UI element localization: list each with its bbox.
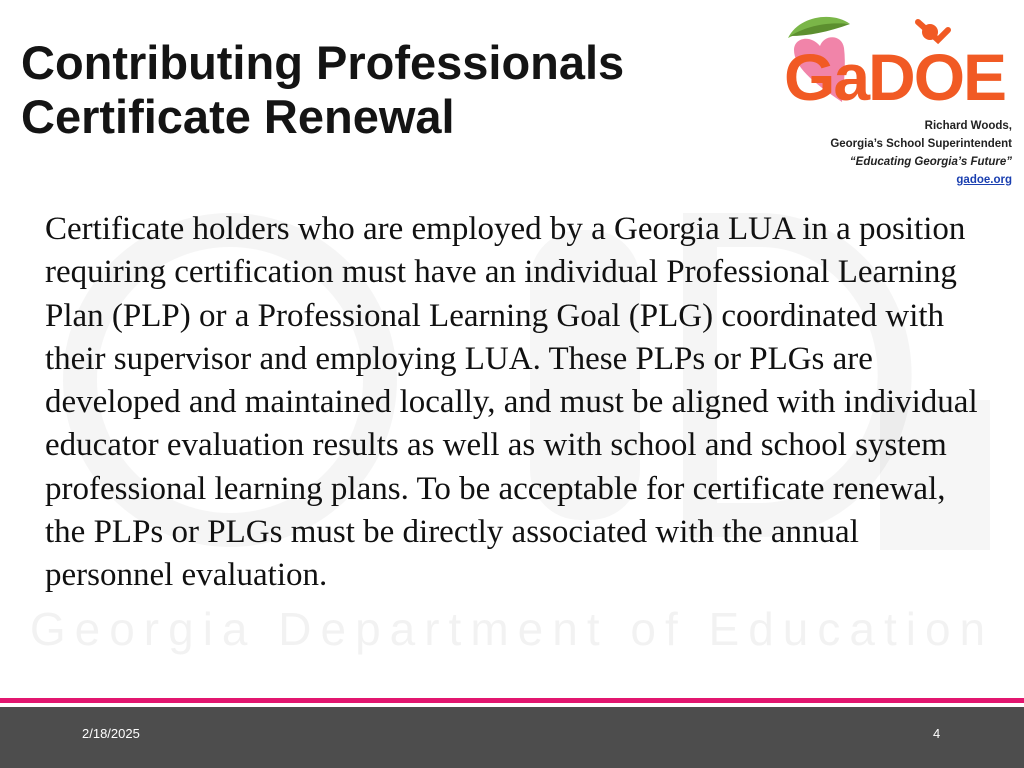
watermark-text: Georgia Department of Education — [29, 603, 995, 655]
slide-number: 4 — [933, 726, 941, 741]
footer-bar — [0, 707, 1024, 768]
gadoe-logo — [780, 10, 1016, 110]
superintendent-credits — [830, 117, 1012, 189]
superintendent-title: Georgia’s School Superintendent — [830, 138, 1012, 150]
logo-wordmark: GaDOE — [784, 40, 1006, 110]
slide-title — [21, 36, 624, 144]
footer-date: 2/18/2025 — [82, 726, 140, 741]
title-line-2: Certificate Renewal — [21, 90, 455, 143]
title-line-1: Contributing Professionals — [21, 36, 625, 89]
superintendent-name: Richard Woods, — [924, 120, 1012, 132]
accent-divider — [0, 698, 1024, 703]
motto: “Educating Georgia’s Future” — [849, 156, 1012, 168]
body-paragraph: Certificate holders who are employed by a Georgia LUA in a position requiring certification must have an individual Professional Learning Plan (PLP) or a Professional Learning Goal (PLG) coordinated with their supervisor and employing LUA. These PLPs or PLGs are developed and maintained locally, and must be aligned with individual educator evaluation results as well as with school and school system professional learning plans. To be acceptable for certificate renewal, the PLPs or PLGs must be directly associated with the annual personnel evaluation. — [45, 211, 978, 594]
website-link[interactable]: gadoe.org — [956, 174, 1012, 186]
